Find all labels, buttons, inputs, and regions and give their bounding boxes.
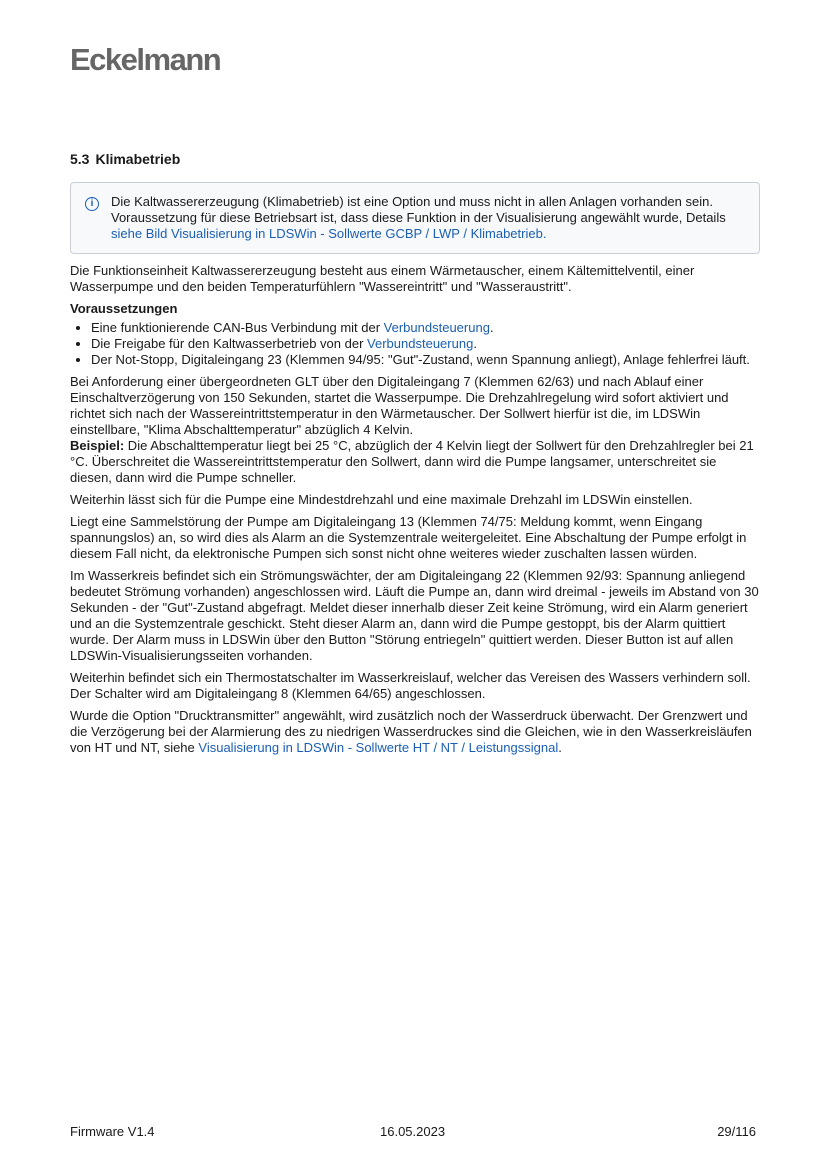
list-item: • Der Not-Stopp, Digitaleingang 23 (Klemmen 94/95: "Gut"-Zustand, wenn Spannung anliegt), Anlage fehlerfrei läuft. (91, 352, 760, 368)
p7-tail: . (558, 740, 562, 755)
note-link[interactable]: siehe Bild Visualisierung in LDSWin - Sollwerte GCBP / LWP / Klimabetrieb. (111, 226, 547, 241)
info-note (70, 182, 760, 254)
p2-text: Bei Anforderung einer übergeordneten GLT über den Digitaleingang 7 (Klemmen 62/63) und nach Ablauf einer Einschaltverzögerung von 150 Sekunden, startet die Wasserpumpe. Die Drehzahlregelung wird sofort aktiviert und richtet sich nach der Wassereintrittstemperatur in den Wärmetauscher. Der Sollwert hierfür ist die, im LDSWin einstellbare, "Klima Abschalttemperatur" abzüglich 4 Kelvin. (70, 374, 729, 437)
eckelmann-logo: Eckelmann (70, 42, 221, 77)
prereq-heading: Voraussetzungen (70, 301, 178, 316)
item-text: Die Freigabe für den Kaltwasserbetrieb von der (91, 336, 368, 351)
verbundsteuerung-link[interactable]: Verbundsteuerung (383, 320, 490, 335)
section-title: Klimabetrieb (95, 151, 181, 167)
paragraph-6: Weiterhin befindet sich ein Thermostatschalter im Wasserkreislauf, welcher das Vereisen des Wassers verhindern soll. Der Schalter wird am Digitaleingang 8 (Klemmen 64/65) angeschlossen. (70, 670, 751, 701)
paragraph-5: Im Wasserkreis befindet sich ein Strömungswächter, der am Digitaleingang 22 (Klemmen 92/93: Spannung anliegend bedeutet Strömung vorhanden) angeschlossen wird. Läuft die Pumpe an, dann wird dreimal - jeweils im Abstand von 30 Sekunden - der "Gut"-Zustand abgefragt. Meldet dieser innerhalb dieser Zeit keine Strömung, wird ein Alarm generiert und an die Systemzentrale geschickt. Steht dieser Alarm an, dann wird die Pumpe gestoppt, bis der Alarm quittiert wurde. Der Alarm muss in LDSWin über den Button "Störung entriegeln" quittiert werden. Dieser Button ist auf allen LDSWin-Visualisierungsseiten vorhanden. (70, 568, 759, 663)
page-content (70, 150, 760, 762)
note-text: Die Kaltwassererzeugung (Klimabetrieb) ist eine Option und muss nicht in allen Anlagen vorhanden sein. Voraussetzung für diese Betriebsart ist, dass diese Funktion in der Visualisierung angewählt wurde, Details (111, 194, 726, 225)
prereq-list (70, 320, 760, 368)
section-heading (70, 150, 760, 168)
paragraph-2 (70, 374, 760, 486)
item-tail: . (489, 320, 494, 335)
footer-page-number: 29/116 (717, 1124, 756, 1139)
p7-text: Wurde die Option "Drucktransmitter" angewählt, wird zusätzlich noch der Wasserdruck überwacht. Der Grenzwert und die Verzögerung bei der Alarmierung des zu niedrigen Wasserdruckes sind die Gleichen, wie in den Wasserkreisläufen von HT und NT, siehe (70, 708, 752, 755)
paragraph-3: Weiterhin lässt sich für die Pumpe eine Mindestdrehzahl und eine maximale Drehzahl im LDSWin einstellen. (70, 492, 693, 507)
info-icon: i (85, 197, 99, 211)
paragraph-4: Liegt eine Sammelstörung der Pumpe am Digitaleingang 13 (Klemmen 74/75: Meldung kommt, wenn Eingang spannungslos) an, so wird dies als Alarm an die Systemzentrale weitergeleitet. Eine Abschaltung der Pumpe erfolgt in diesem Fall nicht, da elektronische Pumpen sich sonst nicht ohne weiteres wieder zuschalten lassen würden. (70, 514, 747, 561)
verbundsteuerung-link[interactable]: Verbundsteuerung (367, 336, 474, 351)
paragraph-1: Die Funktionseinheit Kaltwassererzeugung besteht aus einem Wärmetauscher, einem Kältemittelventil, einer Wasserpumpe und den beiden Temperaturfühlern "Wassereintritt" und "Wasseraustritt". (70, 263, 695, 294)
footer-firmware: Firmware V1.4 (70, 1124, 155, 1139)
example-text: Die Abschalttemperatur liegt bei 25 °C, abzüglich der 4 Kelvin liegt der Sollwert für den Drehzahlregler bei 21 °C. Überschreitet die Wassereintrittstemperatur den Sollwert, dann wird die Pumpe langsamer, unterschreitet sie diesen, dann wird die Pumpe schneller. (70, 438, 754, 485)
example-label: Beispiel: (70, 438, 125, 453)
list-item (91, 336, 760, 352)
item-text: Eine funktionierende CAN-Bus Verbindung mit der (91, 320, 384, 335)
list-item (91, 320, 760, 336)
section-number: 5.3 (70, 151, 90, 167)
item-tail: . (473, 336, 477, 351)
footer-date: 16.05.2023 (380, 1124, 446, 1139)
paragraph-7 (70, 708, 760, 756)
visualisierung-link[interactable]: Visualisierung in LDSWin - Sollwerte HT / NT / Leistungssignal (198, 740, 559, 755)
